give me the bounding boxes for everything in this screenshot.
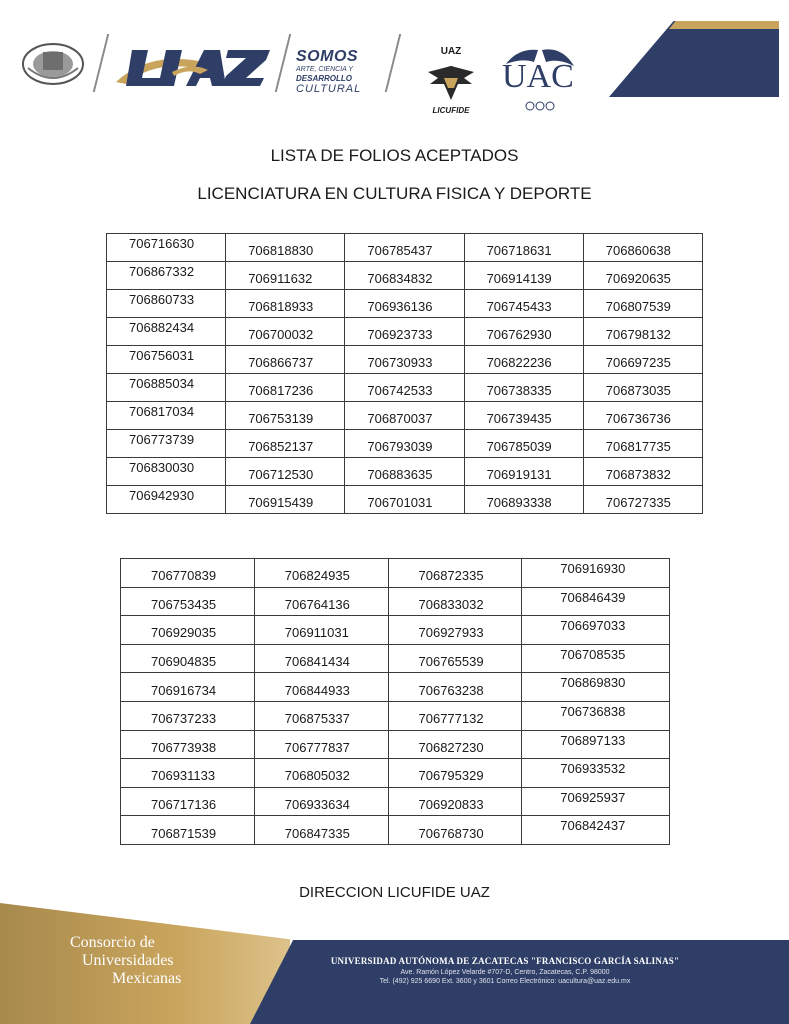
folio-cell: 706942930 [107,486,226,514]
folio-cell: 706818933 [226,290,345,318]
licufide-bottom-text: LICUFIDE [432,106,470,115]
consorcio-line: Universidades [82,952,174,969]
folio-cell: 706708535 [522,644,670,673]
table-row [107,262,703,290]
folio-cell: 706852137 [226,430,345,458]
header-divider [385,34,401,92]
folio-cell: 706927933 [388,616,522,645]
folio-cell: 706893338 [464,486,583,514]
folio-cell: 706765539 [388,644,522,673]
folio-cell: 706817735 [583,430,702,458]
folio-cell: 706718631 [464,234,583,262]
consorcio-line: Consorcio de [70,934,155,951]
folio-cell: 706795329 [388,759,522,788]
folio-cell: 706745433 [464,290,583,318]
table-row [107,458,703,486]
folio-cell: 706697235 [583,346,702,374]
folio-cell: 706860638 [583,234,702,262]
folio-cell: 706869830 [522,673,670,702]
folio-cell: 706817236 [226,374,345,402]
folio-cell: 706911031 [254,616,388,645]
university-contact: Tel. (492) 925 6690 Ext. 3600 y 3601 Correo Electrónico: uacultura@uaz.edu.mx [379,978,631,985]
folio-cell: 706915439 [226,486,345,514]
folio-cell: 706929035 [121,616,255,645]
folio-cell: 706933532 [522,759,670,788]
folio-cell: 706911632 [226,262,345,290]
uaz-seal-icon [18,38,88,88]
folio-cell: 706770839 [121,559,255,588]
folio-cell: 706730933 [345,346,464,374]
folio-cell: 706904835 [121,644,255,673]
table-row [107,402,703,430]
corner-navy-band [609,21,779,97]
table-row [121,759,670,788]
table-row [121,816,670,845]
folio-cell: 706805032 [254,759,388,788]
folio-cell: 706727335 [583,486,702,514]
folio-cell: 706777837 [254,730,388,759]
folio-cell: 706914139 [464,262,583,290]
table-row [107,486,703,514]
table-row [107,430,703,458]
folio-cell: 706763238 [388,673,522,702]
table-row [107,234,703,262]
table-row [121,644,670,673]
folio-cell: 706834832 [345,262,464,290]
folio-cell: 706871539 [121,816,255,845]
folio-cell: 706827230 [388,730,522,759]
folio-cell: 706793039 [345,430,464,458]
folio-cell: 706762930 [464,318,583,346]
folio-cell: 706742533 [345,374,464,402]
header-divider [93,34,109,92]
corner-gold-stripe [669,21,779,29]
uac-text: UAC [502,58,574,95]
folio-cell: 706875337 [254,701,388,730]
university-name: UNIVERSIDAD AUTÓNOMA DE ZACATECAS "FRANCISCO GARCÍA SALINAS" [330,956,680,966]
table-row [121,616,670,645]
folio-cell: 706933634 [254,787,388,816]
page-subtitle: LICENCIATURA EN CULTURA FISICA Y DEPORTE [197,184,592,203]
folio-cell: 706738335 [464,374,583,402]
folio-cell: 706916930 [522,559,670,588]
header-logos [0,18,789,115]
folio-cell: 706882434 [107,318,226,346]
folio-cell: 706824935 [254,559,388,588]
folio-cell: 706844933 [254,673,388,702]
folio-cell: 706701031 [345,486,464,514]
table-row [107,346,703,374]
folio-cell: 706736838 [522,701,670,730]
folio-cell: 706830030 [107,458,226,486]
page-title: LISTA DE FOLIOS ACEPTADOS [270,146,519,165]
folio-cell: 706818830 [226,234,345,262]
folio-cell: 706931133 [121,759,255,788]
folio-cell: 706842437 [522,816,670,845]
folio-cell: 706873832 [583,458,702,486]
folios-table-2 [120,558,670,845]
folio-cell: 706923733 [345,318,464,346]
header-divider [275,34,291,92]
university-address: Ave. Ramón López Velarde #707-D, Centro, Zacatecas, C.P. 98000 [400,969,610,976]
folio-cell: 706785437 [345,234,464,262]
folio-cell: 706753435 [121,587,255,616]
university-info [300,956,710,985]
folio-cell: 706700032 [226,318,345,346]
folio-cell: 706847335 [254,816,388,845]
folio-cell: 706866737 [226,346,345,374]
table-row [121,701,670,730]
folio-cell: 706736736 [583,402,702,430]
folio-cell: 706817034 [107,402,226,430]
uaz-logo-icon [112,40,272,96]
folio-cell: 706764136 [254,587,388,616]
signature-direccion: DIRECCION LICUFIDE UAZ [299,884,490,901]
table-row [107,290,703,318]
folio-cell: 706920635 [583,262,702,290]
folio-cell: 706885034 [107,374,226,402]
folio-cell: 706737233 [121,701,255,730]
table-row [121,730,670,759]
folio-cell: 706739435 [464,402,583,430]
folio-cell: 706716630 [107,234,226,262]
somos-line: DESARROLLO [296,74,352,83]
folio-cell: 706872335 [388,559,522,588]
table-row [107,318,703,346]
folio-cell: 706712530 [226,458,345,486]
folios-table-1 [106,233,703,514]
somos-title: SOMOS [296,48,359,65]
consorcio-logo [56,934,256,988]
folio-cell: 706756031 [107,346,226,374]
somos-line: CULTURAL [296,83,362,95]
folio-cell: 706883635 [345,458,464,486]
folio-cell: 706798132 [583,318,702,346]
folio-cell: 706833032 [388,587,522,616]
folio-cell: 706936136 [345,290,464,318]
eagle-icon [424,60,478,104]
table-row [121,787,670,816]
folio-cell: 706717136 [121,787,255,816]
folio-cell: 706768730 [388,816,522,845]
folio-cell: 706867332 [107,262,226,290]
folio-cell: 706777132 [388,701,522,730]
folio-cell: 706873035 [583,374,702,402]
folio-cell: 706919131 [464,458,583,486]
folio-cell: 706846439 [522,587,670,616]
folio-cell: 706841434 [254,644,388,673]
folio-cell: 706822236 [464,346,583,374]
uac-logo [498,46,578,116]
somos-line: ARTE, CIENCIA Y [296,66,354,73]
folio-cell: 706697033 [522,616,670,645]
consorcio-line: Mexicanas [112,970,182,987]
folio-cell: 706807539 [583,290,702,318]
folio-cell: 706897133 [522,730,670,759]
table-row [121,587,670,616]
folio-cell: 706920833 [388,787,522,816]
folio-cell: 706785039 [464,430,583,458]
somos-logo [296,48,386,95]
licufide-logo [420,46,482,120]
table-row [121,673,670,702]
folio-cell: 706753139 [226,402,345,430]
folio-cell: 706773739 [107,430,226,458]
table-row [121,559,670,588]
table-row [107,374,703,402]
folio-cell: 706860733 [107,290,226,318]
folio-cell: 706925937 [522,787,670,816]
licufide-top-text: UAZ [440,46,462,57]
folio-cell: 706916734 [121,673,255,702]
folio-cell: 706773938 [121,730,255,759]
folio-cell: 706870037 [345,402,464,430]
